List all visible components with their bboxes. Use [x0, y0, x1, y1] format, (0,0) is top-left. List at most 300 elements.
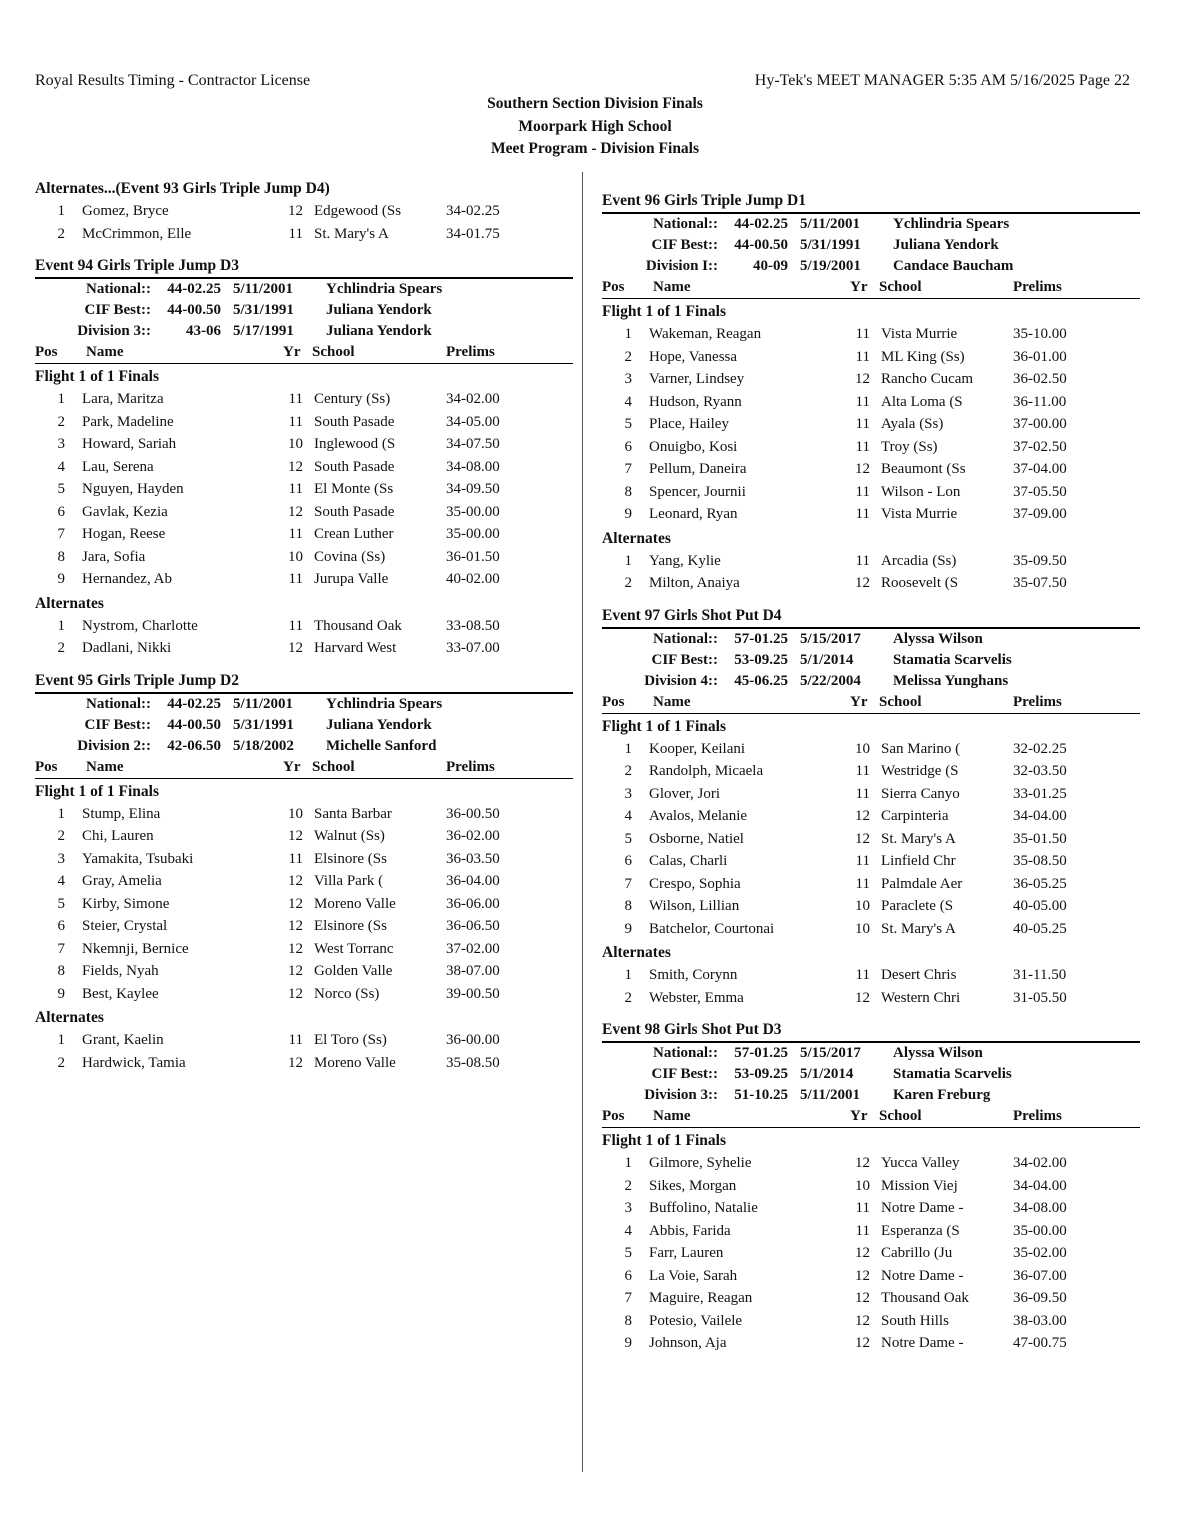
record-date: 5/31/1991 [233, 302, 294, 318]
prelim-mark: 36-01.00 [1013, 348, 1067, 365]
record-date: 5/11/2001 [800, 216, 861, 232]
grade-year: 10 [288, 436, 303, 452]
grade-year: 11 [288, 413, 303, 430]
grade-year: 11 [288, 617, 303, 634]
athlete-name: Johnson, Aja [649, 1335, 727, 1351]
school: Thousand Oak [314, 617, 402, 634]
record-line [35, 279, 575, 300]
record-holder: Juliana Yendork [326, 302, 432, 318]
prelim-mark: 36-11.00 [1013, 393, 1067, 410]
school: Yucca Valley [881, 1155, 960, 1171]
result-row [35, 960, 575, 983]
result-row [602, 1152, 1142, 1175]
prelim-mark: 34-04.00 [1013, 1177, 1067, 1194]
place: 8 [624, 898, 632, 914]
school: Walnut (Ss) [314, 828, 385, 844]
athlete-name: Nystrom, Charlotte [82, 617, 198, 634]
school-header: School [879, 1108, 922, 1124]
athlete-name: Batchelor, Courtonai [649, 920, 775, 937]
school: Covina (Ss) [314, 548, 386, 565]
place: 6 [57, 918, 65, 934]
place: 9 [624, 506, 632, 522]
athlete-name: Potesio, Vailele [649, 1312, 743, 1329]
prelim-mark: 34-09.50 [446, 481, 500, 497]
result-row [602, 1175, 1142, 1198]
place: 3 [624, 785, 632, 802]
record-holder: Michelle Sanford [326, 737, 437, 754]
prelim-mark: 31-05.50 [1013, 989, 1067, 1006]
record-label: National:: [86, 695, 151, 712]
spacer [602, 1009, 1142, 1015]
record-mark: 44-00.50 [167, 302, 221, 318]
record-date: 5/11/2001 [233, 281, 294, 297]
spacer [35, 660, 575, 666]
school: Century (Ss) [314, 391, 391, 407]
record-mark: 57-01.25 [734, 1045, 788, 1061]
school: St. Mary's A [314, 225, 389, 242]
prelim-mark: 34-02.00 [1013, 1155, 1067, 1171]
grade-year: 11 [855, 875, 870, 892]
spacer [602, 1355, 1142, 1361]
place: 2 [624, 763, 632, 779]
prelim-mark: 36-07.00 [1013, 1267, 1067, 1284]
column-header [602, 692, 1142, 713]
result-row [35, 848, 575, 871]
grade-year: 11 [855, 785, 870, 802]
record-mark: 44-02.25 [734, 216, 788, 232]
school: St. Mary's A [881, 920, 956, 937]
athlete-name: Lara, Maritza [82, 391, 164, 407]
place: 1 [57, 1032, 65, 1048]
grade-year: 11 [855, 967, 870, 983]
result-row [602, 368, 1142, 391]
right-column [602, 186, 1142, 1361]
result-row [602, 895, 1142, 918]
athlete-name: Wakeman, Reagan [649, 326, 762, 342]
event-title: Event 95 Girls Triple Jump D2 [35, 671, 239, 689]
place: 4 [57, 873, 65, 889]
grade-year: 12 [855, 808, 870, 824]
place: 8 [57, 548, 65, 565]
place: 2 [624, 348, 632, 365]
prelim-mark: 36-06.00 [446, 895, 500, 912]
school: Harvard West [314, 640, 397, 656]
prelim-mark: 33-08.50 [446, 617, 500, 634]
school: Roosevelt (S [881, 575, 959, 591]
prelim-mark: 35-00.00 [446, 503, 500, 520]
grade-year: 12 [855, 1245, 870, 1261]
grade-year: 12 [855, 371, 870, 387]
place: 6 [624, 853, 632, 869]
record-date: 5/11/2001 [233, 695, 294, 712]
school: Notre Dame - [881, 1200, 964, 1216]
result-row [35, 615, 575, 638]
name-header: Name [86, 344, 124, 360]
record-date: 5/15/2017 [800, 630, 861, 647]
prelim-mark: 40-05.25 [1013, 920, 1067, 937]
result-row [35, 825, 575, 848]
record-date: 5/1/2014 [800, 1066, 854, 1082]
athlete-name: Spencer, Journii [649, 483, 746, 500]
athlete-name: Buffolino, Natalie [649, 1200, 758, 1216]
name-header: Name [86, 758, 124, 775]
athlete-name: Webster, Emma [649, 989, 744, 1006]
pos-header: Pos [602, 693, 625, 710]
record-mark: 53-09.25 [734, 1066, 788, 1082]
athlete-name: Maguire, Reagan [649, 1290, 753, 1306]
athlete-name: Lau, Serena [82, 458, 154, 475]
athlete-name: Hope, Vanessa [649, 348, 738, 365]
prelim-mark: 35-00.00 [446, 526, 500, 542]
prelim-mark: 37-09.00 [1013, 506, 1067, 522]
record-date: 5/11/2001 [800, 1087, 861, 1103]
grade-year: 12 [288, 895, 303, 912]
athlete-name: Dadlani, Nikki [82, 640, 172, 656]
event-title: Event 97 Girls Shot Put D4 [602, 606, 782, 624]
grade-year: 11 [288, 571, 303, 587]
result-row [35, 478, 575, 501]
result-row [35, 200, 575, 223]
prelim-mark: 36-02.00 [446, 828, 500, 844]
record-date: 5/31/1991 [233, 716, 294, 733]
result-row [35, 411, 575, 434]
place: 2 [57, 1054, 65, 1071]
athlete-name: Crespo, Sophia [649, 875, 741, 892]
place: 7 [624, 875, 632, 892]
result-row [35, 803, 575, 826]
record-label: Division 4:: [644, 672, 718, 689]
prelim-mark: 35-08.50 [446, 1054, 500, 1071]
athlete-name: Sikes, Morgan [649, 1177, 737, 1194]
record-label: Division 3:: [644, 1087, 718, 1103]
prelim-mark: 35-09.50 [1013, 552, 1067, 569]
prelim-mark: 35-01.50 [1013, 830, 1067, 847]
place: 2 [624, 575, 632, 591]
prelim-mark: 34-05.00 [446, 413, 500, 430]
result-row [602, 458, 1142, 481]
grade-year: 11 [855, 506, 870, 522]
school: South Pasade [314, 458, 395, 475]
grade-year: 12 [288, 458, 303, 475]
place: 1 [624, 740, 632, 757]
result-row [602, 987, 1142, 1010]
yr-header: Yr [850, 693, 868, 710]
athlete-name: Nkemnji, Bernice [82, 940, 189, 957]
grade-year: 11 [288, 526, 303, 542]
school: Moreno Valle [314, 895, 396, 912]
record-label: National:: [653, 216, 718, 232]
yr-header: Yr [283, 758, 301, 775]
column-header [602, 277, 1142, 298]
athlete-name: Gilmore, Syhelie [649, 1155, 752, 1171]
pos-header: Pos [35, 758, 58, 775]
prelim-mark: 35-00.00 [1013, 1222, 1067, 1239]
result-row [602, 1332, 1142, 1355]
prelim-mark: 36-04.00 [446, 873, 500, 889]
yr-header: Yr [283, 344, 301, 360]
record-holder: Ychlindria Spears [893, 216, 1010, 232]
record-mark: 44-00.50 [734, 237, 788, 253]
prelim-mark: 35-07.50 [1013, 575, 1067, 591]
grade-year: 12 [288, 828, 303, 844]
prelim-mark: 34-08.00 [446, 458, 500, 475]
place: 5 [624, 1245, 632, 1261]
grade-year: 11 [288, 850, 303, 867]
record-holder: Stamatia Scarvelis [893, 651, 1012, 668]
athlete-name: Yang, Kylie [649, 552, 721, 569]
record-line [602, 650, 1142, 671]
place: 3 [624, 371, 632, 387]
athlete-name: Glover, Jori [649, 785, 721, 802]
grade-year: 12 [288, 640, 303, 656]
athlete-name: Hudson, Ryann [649, 393, 742, 410]
prelims-header: Prelims [1013, 693, 1062, 710]
alternates-label: Alternates [35, 594, 104, 612]
athlete-name: Gray, Amelia [82, 873, 162, 889]
athlete-name: Farr, Lauren [649, 1245, 724, 1261]
athlete-name: McCrimmon, Elle [82, 225, 192, 242]
record-date: 5/22/2004 [800, 672, 861, 689]
athlete-name: Hogan, Reese [82, 526, 166, 542]
meet-manager-header: Hy-Tek's MEET MANAGER 5:35 AM 5/16/2025 Page 22 [754, 72, 1130, 89]
result-row [35, 388, 575, 411]
athlete-name: Jara, Sofia [82, 548, 146, 565]
yr-header: Yr [850, 1108, 868, 1124]
name-header: Name [653, 279, 691, 295]
event-block [602, 1019, 1142, 1361]
result-row [602, 1220, 1142, 1243]
athlete-name: Abbis, Farida [649, 1222, 731, 1239]
record-holder: Juliana Yendork [326, 323, 432, 339]
alternates-label: Alternates [35, 1009, 104, 1026]
place: 6 [57, 503, 65, 520]
result-row [602, 346, 1142, 369]
result-row [35, 223, 575, 246]
place: 4 [624, 808, 632, 824]
school-header: School [879, 279, 922, 295]
prelim-mark: 33-07.00 [446, 640, 500, 656]
program-title: Meet Program - Division Finals [490, 140, 700, 157]
place: 1 [57, 203, 65, 219]
athlete-name: Best, Kaylee [82, 985, 159, 1002]
record-holder: Stamatia Scarvelis [893, 1066, 1012, 1082]
school: Notre Dame - [881, 1267, 964, 1284]
record-mark: 44-02.25 [167, 281, 221, 297]
school: Cabrillo (Ju [881, 1245, 953, 1261]
place: 9 [57, 985, 65, 1002]
prelim-mark: 38-07.00 [446, 963, 500, 979]
school: Rancho Cucam [881, 371, 974, 387]
place: 8 [624, 1312, 632, 1329]
school: ML King (Ss) [881, 348, 965, 365]
grade-year: 12 [288, 985, 303, 1002]
prelim-mark: 31-11.50 [1013, 967, 1067, 983]
school: Notre Dame - [881, 1335, 964, 1351]
athlete-name: Hardwick, Tamia [82, 1054, 186, 1071]
prelim-mark: 33-01.25 [1013, 785, 1067, 802]
grade-year: 12 [855, 461, 870, 477]
grade-year: 11 [288, 225, 303, 242]
school: Thousand Oak [881, 1290, 969, 1306]
place: 1 [624, 1155, 632, 1171]
record-date: 5/19/2001 [800, 258, 861, 274]
grade-year: 10 [288, 805, 303, 822]
prelim-mark: 36-01.50 [446, 548, 500, 565]
record-line [602, 629, 1142, 650]
place: 6 [624, 1267, 632, 1284]
record-line [602, 1043, 1142, 1064]
prelim-mark: 39-00.50 [446, 985, 500, 1002]
prelim-mark: 36-00.50 [446, 805, 500, 822]
school: Sierra Canyo [881, 785, 960, 802]
grade-year: 12 [288, 1054, 303, 1071]
grade-year: 12 [855, 1312, 870, 1329]
athlete-name: Avalos, Melanie [649, 808, 748, 824]
athlete-name: Gomez, Bryce [82, 203, 169, 219]
place: 2 [57, 225, 65, 242]
record-holder: Juliana Yendork [326, 716, 432, 733]
school: Santa Barbar [314, 805, 392, 822]
grade-year: 11 [855, 853, 870, 869]
place: 7 [624, 461, 632, 477]
school: Palmdale Aer [881, 875, 963, 892]
school-header: School [312, 344, 355, 360]
school: El Monte (Ss [314, 481, 394, 497]
school: Esperanza (S [881, 1222, 960, 1239]
place: 2 [57, 828, 65, 844]
record-line [602, 235, 1142, 256]
record-line [35, 694, 575, 715]
result-row [602, 805, 1142, 828]
record-label: CIF Best:: [651, 237, 718, 253]
license-header: Royal Results Timing - Contractor License [35, 72, 311, 89]
result-row [602, 1265, 1142, 1288]
school: St. Mary's A [881, 830, 956, 847]
place: 4 [624, 393, 632, 410]
record-holder: Ychlindria Spears [326, 281, 443, 297]
record-date: 5/31/1991 [800, 237, 861, 253]
grade-year: 11 [288, 481, 303, 497]
result-row [35, 568, 575, 591]
grade-year: 12 [288, 963, 303, 979]
school: Norco (Ss) [314, 985, 380, 1002]
record-mark: 42-06.50 [167, 737, 221, 754]
athlete-name: Calas, Charli [649, 853, 728, 869]
athlete-name: Onuigbo, Kosi [649, 438, 738, 455]
school: Elsinore (Ss [314, 918, 387, 934]
grade-year: 12 [855, 1267, 870, 1284]
grade-year: 10 [288, 548, 303, 565]
school-header: School [312, 758, 355, 775]
prelim-mark: 34-01.75 [446, 225, 500, 242]
grade-year: 11 [288, 1032, 303, 1048]
athlete-name: Grant, Kaelin [82, 1032, 164, 1048]
result-row [602, 550, 1142, 573]
school: Beaumont (Ss [881, 461, 966, 477]
prelim-mark: 32-03.50 [1013, 763, 1067, 779]
grade-year: 12 [855, 575, 870, 591]
grade-year: 12 [855, 1290, 870, 1306]
result-row [35, 546, 575, 569]
school: Moreno Valle [314, 1054, 396, 1071]
result-row [602, 436, 1142, 459]
athlete-name: Place, Hailey [649, 416, 729, 432]
place: 1 [624, 552, 632, 569]
athlete-name: Wilson, Lillian [649, 898, 740, 914]
name-header: Name [653, 693, 691, 710]
athlete-name: Gavlak, Kezia [82, 503, 168, 520]
record-line [35, 736, 575, 757]
record-line [602, 256, 1142, 277]
school: Golden Valle [314, 963, 393, 979]
prelims-header: Prelims [1013, 1108, 1062, 1124]
record-label: National:: [653, 630, 718, 647]
result-row [602, 873, 1142, 896]
athlete-name: Park, Madeline [82, 413, 174, 430]
record-holder: Karen Freburg [893, 1087, 991, 1103]
school: Western Chri [881, 989, 961, 1006]
flight-label: Flight 1 of 1 Finals [35, 368, 160, 385]
record-date: 5/18/2002 [233, 737, 294, 754]
prelims-header: Prelims [446, 344, 495, 360]
pos-header: Pos [602, 1108, 625, 1124]
record-mark: 45-06.25 [734, 672, 788, 689]
record-holder: Alyssa Wilson [893, 1045, 983, 1061]
school: Crean Luther [314, 526, 394, 542]
prelim-mark: 37-04.00 [1013, 461, 1067, 477]
result-row [602, 738, 1142, 761]
athlete-name: Kooper, Keilani [649, 740, 746, 757]
prelim-mark: 36-05.25 [1013, 875, 1067, 892]
record-holder: Alyssa Wilson [893, 630, 983, 647]
event-title: Alternates...(Event 93 Girls Triple Jump D4) [35, 180, 330, 197]
meet-title: Southern Section Division Finals [487, 95, 703, 112]
school: Mission Viej [881, 1177, 958, 1194]
prelim-mark: 38-03.00 [1013, 1312, 1067, 1329]
result-row [602, 1197, 1142, 1220]
prelim-mark: 37-02.00 [446, 940, 500, 957]
event-title: Event 96 Girls Triple Jump D1 [602, 192, 806, 209]
athlete-name: Osborne, Natiel [649, 830, 744, 847]
place: 2 [624, 989, 632, 1006]
prelim-mark: 36-00.00 [446, 1032, 500, 1048]
record-holder: Ychlindria Spears [326, 695, 443, 712]
event-block [602, 605, 1142, 1016]
place: 7 [624, 1290, 632, 1306]
record-label: Division I:: [645, 258, 718, 274]
venue-title: Moorpark High School [518, 118, 672, 135]
prelim-mark: 34-08.00 [1013, 1200, 1067, 1216]
place: 1 [624, 326, 632, 342]
grade-year: 10 [855, 1177, 870, 1194]
result-row [602, 323, 1142, 346]
event-title: Event 94 Girls Triple Jump D3 [35, 257, 239, 274]
place: 7 [57, 940, 65, 957]
school: Villa Park ( [314, 873, 384, 889]
grade-year: 12 [288, 203, 303, 219]
result-row [602, 572, 1142, 595]
school: Westridge (S [881, 763, 959, 779]
athlete-name: Leonard, Ryan [649, 506, 738, 522]
pos-header: Pos [602, 279, 625, 295]
school: Elsinore (Ss [314, 850, 387, 867]
result-row [35, 1029, 575, 1052]
grade-year: 12 [855, 1155, 870, 1171]
prelim-mark: 37-00.00 [1013, 416, 1067, 432]
result-row [35, 1052, 575, 1075]
record-line [602, 1085, 1142, 1106]
place: 1 [57, 391, 65, 407]
